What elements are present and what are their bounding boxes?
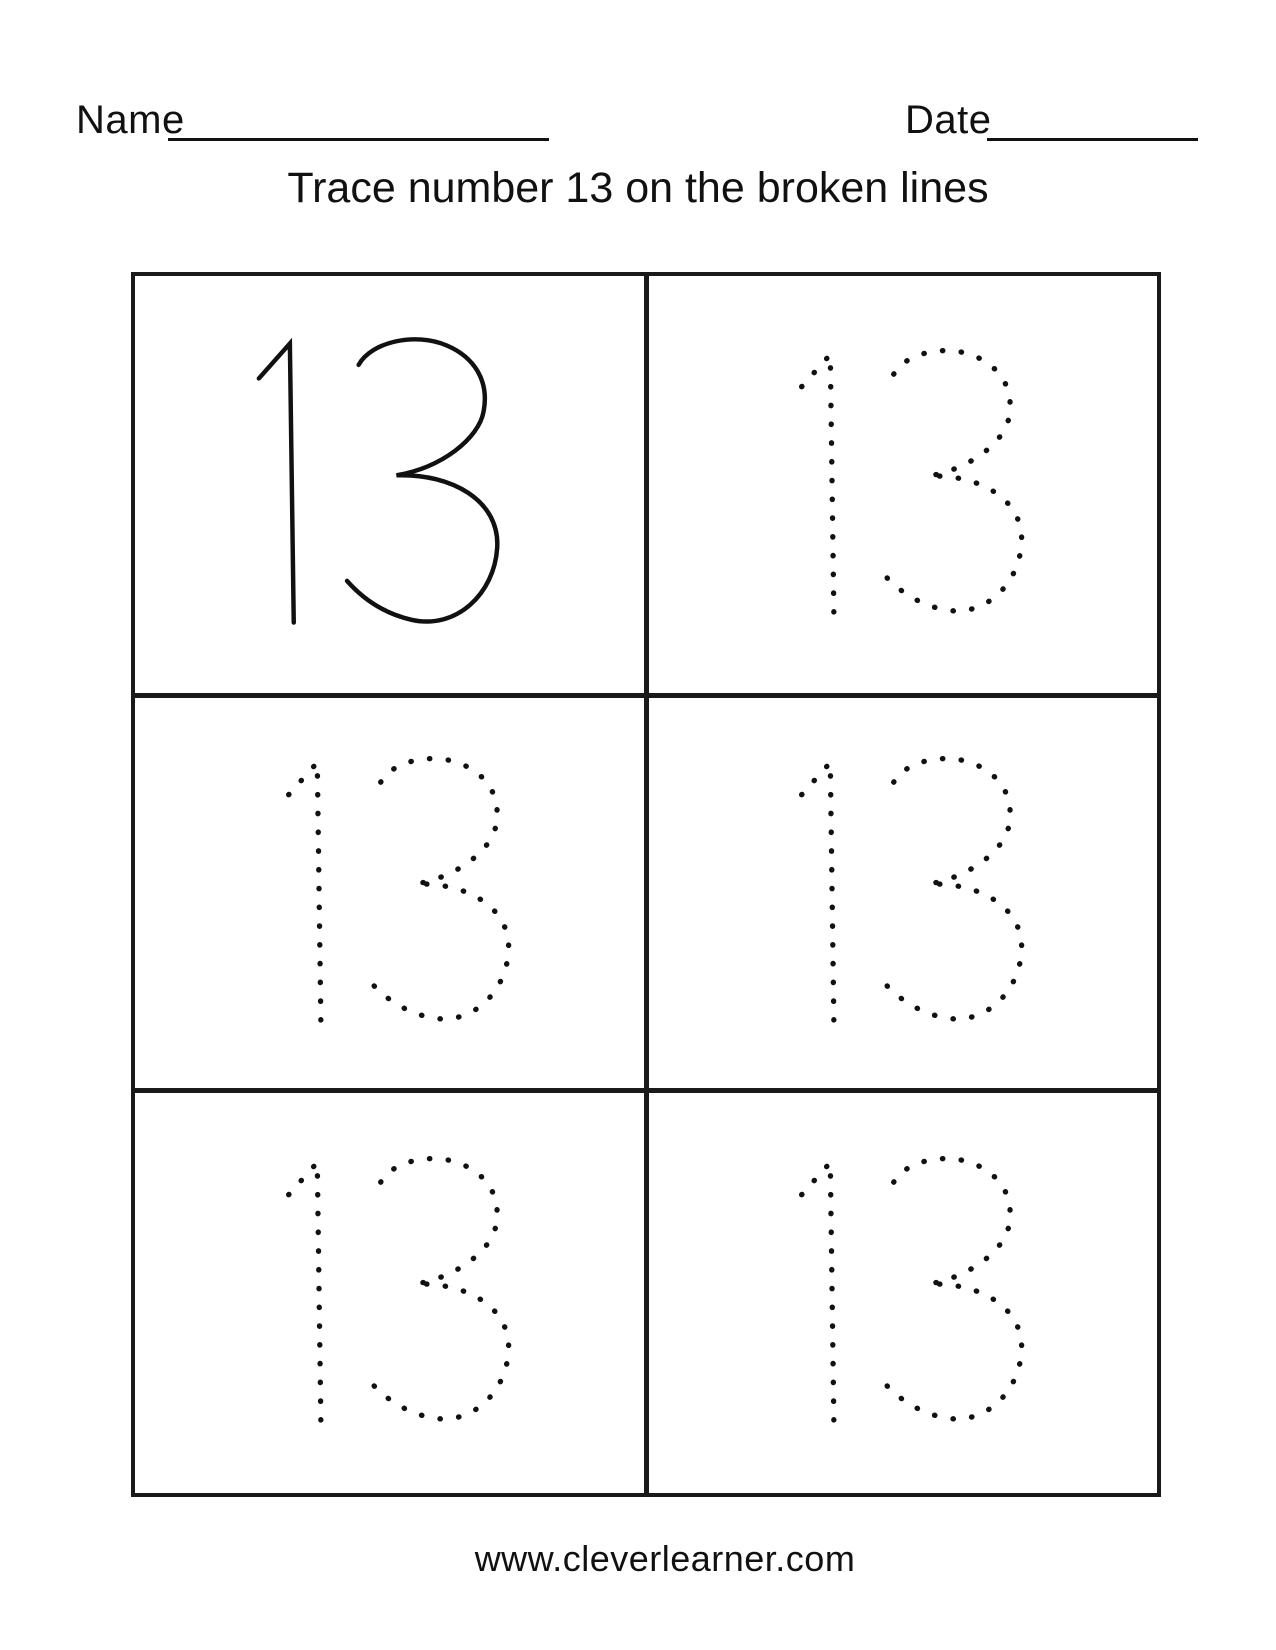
trace-cell-solid	[135, 276, 644, 693]
trace-cell-dotted	[649, 698, 1158, 1088]
numeral-13-dotted	[283, 1150, 516, 1436]
numeral-13-solid	[253, 330, 505, 640]
date-blank-line	[987, 138, 1198, 141]
date-label: Date	[905, 98, 992, 142]
numeral-13-dotted	[796, 342, 1029, 628]
footer-website: www.cleverlearner.com	[474, 1538, 856, 1579]
numeral-13-dotted	[283, 750, 516, 1036]
numeral-13-dotted	[796, 750, 1029, 1036]
trace-cell-dotted	[135, 1093, 644, 1493]
trace-grid	[131, 272, 1161, 1497]
trace-cell-dotted	[649, 1093, 1158, 1493]
worksheet-title: Trace number 13 on the broken lines	[287, 164, 989, 212]
trace-cell-dotted	[135, 698, 644, 1088]
name-blank-line	[168, 138, 549, 141]
name-label: Name	[76, 98, 185, 142]
trace-cell-dotted	[649, 276, 1158, 693]
numeral-13-dotted	[796, 1150, 1029, 1436]
